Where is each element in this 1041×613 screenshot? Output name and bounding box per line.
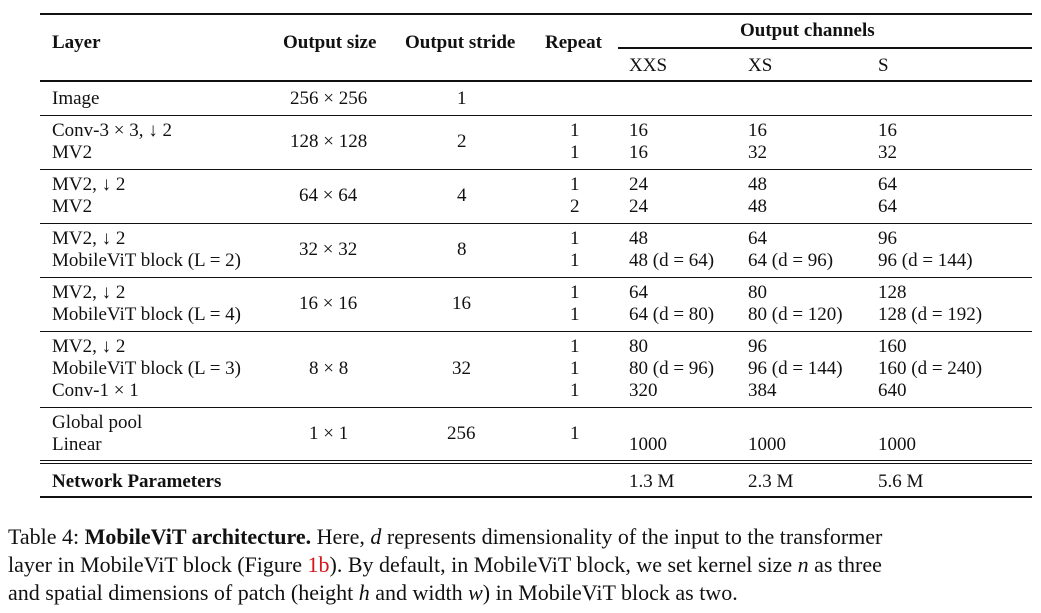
repeat-cell: 1 <box>570 250 580 271</box>
xs-cell: 48 <box>748 174 767 195</box>
output-size-cell: 8 × 8 <box>309 358 349 379</box>
output-size-cell: 64 × 64 <box>299 185 358 206</box>
header-output-size: Output size <box>283 32 377 53</box>
caption-text: layer in MobileViT block (Figure <box>8 552 302 577</box>
xxs-cell: 48 <box>629 228 648 249</box>
s-cell: 1000 <box>878 434 916 455</box>
math-d: d <box>370 524 382 549</box>
xxs-cell: 16 <box>629 120 648 141</box>
math-w: w <box>468 580 483 605</box>
header-bottom-rule <box>40 80 1032 82</box>
s-cell: 160 (d = 240) <box>878 358 983 379</box>
layer-cell: MobileViT block (L = 2) <box>52 250 241 271</box>
caption-text: ) in MobileViT block as two. <box>482 580 738 605</box>
table-bottom-rule <box>40 496 1032 498</box>
layer-cell: MV2 <box>52 196 93 217</box>
xs-cell: 48 <box>748 196 767 217</box>
layer-cell: Linear <box>52 434 102 455</box>
params-xs: 2.3 M <box>748 471 794 492</box>
s-cell: 640 <box>878 380 907 401</box>
s-cell: 64 <box>878 174 897 195</box>
xxs-cell: 80 <box>629 336 648 357</box>
s-cell: 16 <box>878 120 897 141</box>
xs-cell: 384 <box>748 380 777 401</box>
caption-text: and spatial dimensions of patch (height <box>8 580 354 605</box>
header-repeat: Repeat <box>545 32 602 53</box>
xxs-cell: 64 <box>629 282 648 303</box>
row-divider <box>40 277 1032 278</box>
xxs-cell: 48 (d = 64) <box>629 250 715 271</box>
math-h: h <box>358 580 370 605</box>
output-size-cell: 128 × 128 <box>290 131 368 152</box>
output-stride-cell: 256 <box>447 423 476 444</box>
xxs-cell: 24 <box>629 196 648 217</box>
xs-cell: 64 (d = 96) <box>748 250 834 271</box>
xs-cell: 1000 <box>748 434 786 455</box>
params-xxs: 1.3 M <box>629 471 675 492</box>
xs-cell: 16 <box>748 120 767 141</box>
s-cell: 96 (d = 144) <box>878 250 973 271</box>
layer-cell: MV2, ↓ 2 <box>52 336 126 357</box>
repeat-cell: 1 <box>570 380 580 401</box>
output-size-cell: 16 × 16 <box>299 293 358 314</box>
network-parameters-label: Network Parameters <box>52 471 222 492</box>
output-size-cell: 256 × 256 <box>290 88 368 109</box>
output-stride-cell: 16 <box>452 293 471 314</box>
xs-cell: 80 <box>748 282 767 303</box>
repeat-cell: 1 <box>570 423 580 444</box>
xxs-cell: 80 (d = 96) <box>629 358 715 379</box>
header-xxs: XXS <box>629 55 668 76</box>
header-output-stride: Output stride <box>405 32 516 53</box>
header-output-channels: Output channels <box>740 20 875 41</box>
figure-link[interactable]: 1b <box>307 552 330 577</box>
repeat-cell: 2 <box>570 196 580 217</box>
caption-text: and width <box>375 580 463 605</box>
xxs-cell: 24 <box>629 174 648 195</box>
caption-text: ). By default, in MobileViT block, we set kernel size <box>329 552 793 577</box>
repeat-cell: 1 <box>570 358 580 379</box>
xxs-cell: 16 <box>629 142 648 163</box>
repeat-cell: 1 <box>570 336 580 357</box>
output-stride-cell: 4 <box>457 185 467 206</box>
repeat-cell: 1 <box>570 304 580 325</box>
layer-cell: MV2, ↓ 2 <box>52 282 126 303</box>
output-channels-rule <box>618 47 1032 49</box>
xs-cell: 96 (d = 144) <box>748 358 843 379</box>
caption-text: as three <box>814 552 882 577</box>
output-stride-cell: 1 <box>457 88 467 109</box>
xs-cell: 64 <box>748 228 767 249</box>
caption-line-1 <box>8 523 1038 551</box>
layer-cell: Image <box>52 88 100 109</box>
layer-cell: Conv-3 × 3, ↓ 2 <box>52 120 172 141</box>
xxs-cell: 64 (d = 80) <box>629 304 715 325</box>
repeat-cell: 1 <box>570 120 580 141</box>
output-stride-cell: 32 <box>452 358 471 379</box>
repeat-cell: 1 <box>570 228 580 249</box>
layer-cell: Conv-1 × 1 <box>52 380 139 401</box>
params-top-rule-2 <box>40 463 1032 464</box>
row-divider <box>40 169 1032 170</box>
caption-line-2 <box>8 551 1038 579</box>
caption-line-3 <box>8 579 1038 607</box>
row-divider <box>40 331 1032 332</box>
layer-cell: MV2, ↓ 2 <box>52 228 126 249</box>
math-n: n <box>797 552 809 577</box>
output-size-cell: 32 × 32 <box>299 239 358 260</box>
xs-cell: 32 <box>748 142 767 163</box>
caption-title: MobileViT architecture. <box>84 524 312 549</box>
s-cell: 96 <box>878 228 897 249</box>
table-caption <box>8 523 1038 607</box>
xxs-cell: 1000 <box>629 434 667 455</box>
xxs-cell: 320 <box>629 380 658 401</box>
caption-label: Table 4: <box>8 524 80 549</box>
s-cell: 64 <box>878 196 897 217</box>
table-top-rule <box>40 13 1032 15</box>
output-stride-cell: 8 <box>457 239 467 260</box>
row-divider <box>40 115 1032 116</box>
row-divider <box>40 407 1032 408</box>
xs-cell: 80 (d = 120) <box>748 304 843 325</box>
s-cell: 160 <box>878 336 907 357</box>
layer-cell: MV2 <box>52 142 93 163</box>
repeat-cell: 1 <box>570 282 580 303</box>
repeat-cell: 1 <box>570 142 580 163</box>
header-layer: Layer <box>52 32 101 53</box>
header-xs: XS <box>748 55 773 76</box>
output-stride-cell: 2 <box>457 131 467 152</box>
s-cell: 128 (d = 192) <box>878 304 983 325</box>
caption-text: represents dimensionality of the input to the transformer <box>386 524 883 549</box>
output-size-cell: 1 × 1 <box>309 423 349 444</box>
layer-cell: Global pool <box>52 412 143 433</box>
params-top-rule-1 <box>40 460 1032 461</box>
s-cell: 128 <box>878 282 907 303</box>
header-s: S <box>878 55 889 76</box>
layer-cell: MobileViT block (L = 3) <box>52 358 241 379</box>
repeat-cell: 1 <box>570 174 580 195</box>
xs-cell: 96 <box>748 336 767 357</box>
layer-cell: MV2, ↓ 2 <box>52 174 126 195</box>
row-divider <box>40 223 1032 224</box>
caption-text: Here, <box>316 524 365 549</box>
params-s: 5.6 M <box>878 471 924 492</box>
layer-cell: MobileViT block (L = 4) <box>52 304 241 325</box>
s-cell: 32 <box>878 142 897 163</box>
